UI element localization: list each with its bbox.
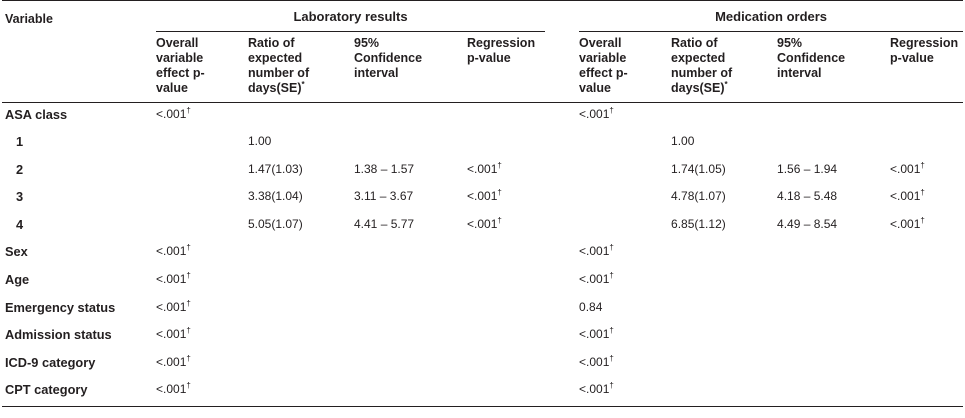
med-ci-value: 1.56 – 1.94: [777, 161, 838, 176]
med-overall-value: <.001: [579, 354, 610, 369]
table-row: [2, 240, 963, 268]
med-regression-cell: [890, 185, 963, 213]
lab-overall-cell: [156, 378, 248, 406]
lab-ci-cell: [354, 296, 467, 324]
table-row: [2, 158, 963, 186]
med-ci-header: 95% Confidence interval: [777, 36, 846, 80]
dagger-footnote-mark: †: [186, 271, 191, 281]
lab-overall-value: <.001: [156, 382, 187, 397]
med-ratio-value: 1.00: [671, 134, 695, 149]
lab-ratio-cell: [248, 158, 354, 186]
med-overall-cell: [579, 268, 671, 296]
lab-regression-cell: [467, 351, 545, 379]
med-ratio-cell: [671, 185, 777, 213]
column-gap: [545, 130, 579, 158]
lab-overall-value: <.001: [156, 299, 187, 314]
column-gap: [545, 378, 579, 406]
table-row: [2, 213, 963, 241]
med-ratio-cell: [671, 213, 777, 241]
lab-ratio-header-text: Ratio of expected number of days(SE): [248, 36, 310, 95]
row-label: CPT category: [2, 378, 156, 406]
lab-regression-cell: [467, 323, 545, 351]
med-ci-value: 4.49 – 8.54: [777, 216, 838, 231]
lab-overall-cell: [156, 240, 248, 268]
lab-ratio-cell: [248, 351, 354, 379]
column-gap: [545, 185, 579, 213]
table-row: [2, 103, 963, 131]
med-ratio-cell: [671, 240, 777, 268]
row-label: 4: [16, 216, 24, 232]
dagger-footnote-mark: †: [497, 160, 502, 170]
table-body: [2, 103, 963, 407]
column-gap: [545, 240, 579, 268]
header-gap-2: [545, 32, 579, 103]
lab-ratio-value: 1.00: [248, 134, 272, 149]
lab-regression-cell: [467, 213, 545, 241]
dagger-footnote-mark: †: [497, 215, 502, 225]
lab-overall-cell: [156, 185, 248, 213]
column-gap: [545, 323, 579, 351]
lab-overall-value: <.001: [156, 354, 187, 369]
med-overall-cell: [579, 323, 671, 351]
lab-ci-value: 1.38 – 1.57: [354, 161, 415, 176]
table-row: [2, 296, 963, 324]
row-label: 2: [16, 161, 24, 177]
dagger-footnote-mark: †: [186, 326, 191, 336]
med-ci-cell: [777, 158, 890, 186]
med-overall-cell: [579, 158, 671, 186]
lab-overall-cell: [156, 158, 248, 186]
dagger-footnote-mark: †: [609, 326, 614, 336]
med-ratio-header: [671, 32, 777, 103]
lab-regression-cell: [467, 378, 545, 406]
med-regression-cell: [890, 378, 963, 406]
lab-ratio-value: 5.05(1.07): [248, 216, 303, 231]
table-row: [2, 268, 963, 296]
med-ci-cell: [777, 103, 890, 131]
lab-ci-cell: [354, 158, 467, 186]
med-regression-value: <.001: [890, 161, 921, 176]
lab-regression-cell: [467, 103, 545, 131]
med-overall-cell: [579, 213, 671, 241]
med-ci-cell: [777, 323, 890, 351]
column-gap: [545, 213, 579, 241]
row-label: 3: [16, 189, 24, 205]
med-overall-cell: [579, 185, 671, 213]
lab-ci-cell: [354, 185, 467, 213]
lab-ratio-cell: [248, 103, 354, 131]
lab-ratio-cell: [248, 130, 354, 158]
dagger-footnote-mark: †: [609, 353, 614, 363]
med-overall-cell: [579, 240, 671, 268]
lab-ratio-cell: [248, 323, 354, 351]
row-label: Emergency status: [5, 299, 116, 315]
med-overall-cell: [579, 103, 671, 131]
lab-regression-header: Regression p-value: [467, 36, 536, 65]
row-label: Sex: [5, 244, 28, 260]
dagger-footnote-mark: †: [609, 271, 614, 281]
lab-ratio-cell: [248, 240, 354, 268]
med-regression-cell: [890, 103, 963, 131]
column-gap: [545, 158, 579, 186]
row-label: Age: [5, 272, 30, 288]
lab-overall-value: <.001: [156, 244, 187, 259]
med-overall-value: 0.84: [579, 299, 603, 314]
lab-regression-value: <.001: [467, 216, 498, 231]
row-label: Admission status: [5, 327, 112, 343]
med-ratio-cell: [671, 351, 777, 379]
dagger-footnote-mark: †: [609, 106, 614, 115]
med-ratio-cell: [671, 268, 777, 296]
lab-regression-cell: [467, 240, 545, 268]
lab-ci-cell: [354, 323, 467, 351]
lab-regression-value: <.001: [467, 189, 498, 204]
lab-overall-cell: [156, 130, 248, 158]
table-row: [2, 351, 963, 379]
lab-ci-cell: [354, 351, 467, 379]
lab-regression-value: <.001: [467, 161, 498, 176]
dagger-footnote-mark: †: [186, 243, 191, 253]
med-regression-cell: [890, 323, 963, 351]
med-ratio-header-text: Ratio of expected number of days(SE): [671, 36, 733, 95]
lab-ci-value: 4.41 – 5.77: [354, 216, 415, 231]
lab-ci-cell: [354, 240, 467, 268]
med-ci-cell: [777, 296, 890, 324]
med-ci-cell: [777, 185, 890, 213]
med-overall-value: <.001: [579, 272, 610, 287]
lab-ci-cell: [354, 268, 467, 296]
lab-overall-value: <.001: [156, 327, 187, 342]
lab-overall-cell: [156, 323, 248, 351]
lab-overall-cell: [156, 213, 248, 241]
column-gap: [545, 296, 579, 324]
group-header-medication: Medication orders: [579, 1, 963, 32]
med-ratio-value: 4.78(1.07): [671, 189, 726, 204]
med-overall-cell: [579, 296, 671, 324]
dagger-footnote-mark: †: [186, 106, 191, 115]
lab-ci-cell: [354, 378, 467, 406]
lab-regression-cell: [467, 185, 545, 213]
med-ratio-cell: [671, 158, 777, 186]
lab-ratio-cell: [248, 268, 354, 296]
lab-regression-cell: [467, 268, 545, 296]
dagger-footnote-mark: †: [920, 160, 925, 170]
med-ci-cell: [777, 240, 890, 268]
med-regression-cell: [890, 268, 963, 296]
med-overall-header: Overall variable effect p-value: [579, 36, 628, 95]
dagger-footnote-mark: †: [186, 353, 191, 363]
table-row: [2, 185, 963, 213]
med-ratio-value: 6.85(1.12): [671, 216, 726, 231]
lab-ratio-cell: [248, 378, 354, 406]
lab-ratio-cell: [248, 296, 354, 324]
med-regression-value: <.001: [890, 216, 921, 231]
lab-regression-cell: [467, 158, 545, 186]
med-overall-value: <.001: [579, 244, 610, 259]
lab-overall-value: <.001: [156, 107, 187, 121]
med-overall-value: <.001: [579, 382, 610, 397]
column-gap: [545, 351, 579, 379]
table-row: [2, 323, 963, 351]
med-ci-value: 4.18 – 5.48: [777, 189, 838, 204]
row-label: 1: [16, 134, 24, 150]
med-ci-cell: [777, 130, 890, 158]
dagger-footnote-mark: †: [920, 215, 925, 225]
column-gap: [545, 268, 579, 296]
med-ratio-footnote-mark: *: [724, 80, 728, 89]
med-regression-cell: [890, 130, 963, 158]
lab-ci-cell: [354, 130, 467, 158]
med-ci-cell: [777, 268, 890, 296]
row-label: ASA class: [5, 107, 68, 122]
med-regression-cell: [890, 240, 963, 268]
lab-overall-header: Overall variable effect p-value: [156, 36, 205, 95]
lab-ratio-value: 1.47(1.03): [248, 161, 303, 176]
lab-overall-value: <.001: [156, 272, 187, 287]
med-regression-cell: [890, 296, 963, 324]
med-ci-cell: [777, 378, 890, 406]
med-ratio-cell: [671, 323, 777, 351]
header-gap: [545, 1, 579, 32]
dagger-footnote-mark: †: [186, 381, 191, 391]
results-table: [2, 0, 963, 407]
med-regression-cell: [890, 213, 963, 241]
dagger-footnote-mark: †: [609, 243, 614, 253]
med-overall-cell: [579, 130, 671, 158]
med-ci-cell: [777, 351, 890, 379]
lab-ci-value: 3.11 – 3.67: [354, 189, 414, 204]
med-overall-value: <.001: [579, 107, 610, 121]
med-ratio-cell: [671, 103, 777, 131]
variable-column-header: Variable: [5, 11, 53, 26]
med-ratio-cell: [671, 378, 777, 406]
med-overall-cell: [579, 351, 671, 379]
lab-overall-cell: [156, 351, 248, 379]
dagger-footnote-mark: †: [920, 188, 925, 198]
dagger-footnote-mark: †: [609, 381, 614, 391]
column-gap: [545, 103, 579, 131]
med-ci-cell: [777, 213, 890, 241]
dagger-footnote-mark: †: [186, 298, 191, 308]
group-header-laboratory: Laboratory results: [156, 1, 545, 32]
med-regression-value: <.001: [890, 189, 921, 204]
lab-ci-header: 95% Confidence interval: [354, 36, 423, 80]
lab-overall-cell: [156, 268, 248, 296]
row-label: ICD-9 category: [5, 354, 96, 370]
lab-ratio-cell: [248, 185, 354, 213]
med-overall-value: <.001: [579, 327, 610, 342]
lab-ci-cell: [354, 103, 467, 131]
table-row: [2, 378, 963, 406]
med-ratio-value: 1.74(1.05): [671, 161, 726, 176]
med-ratio-cell: [671, 130, 777, 158]
lab-ratio-footnote-mark: *: [301, 80, 305, 89]
lab-ratio-header: [248, 32, 354, 103]
med-regression-header: Regression p-value: [890, 36, 959, 65]
med-regression-cell: [890, 158, 963, 186]
lab-ci-cell: [354, 213, 467, 241]
med-overall-cell: [579, 378, 671, 406]
lab-regression-cell: [467, 296, 545, 324]
lab-regression-cell: [467, 130, 545, 158]
med-ratio-cell: [671, 296, 777, 324]
lab-ratio-value: 3.38(1.04): [248, 189, 303, 204]
lab-overall-cell: [156, 296, 248, 324]
dagger-footnote-mark: †: [497, 188, 502, 198]
lab-overall-cell: [156, 103, 248, 131]
lab-ratio-cell: [248, 213, 354, 241]
med-regression-cell: [890, 351, 963, 379]
table-row: [2, 130, 963, 158]
